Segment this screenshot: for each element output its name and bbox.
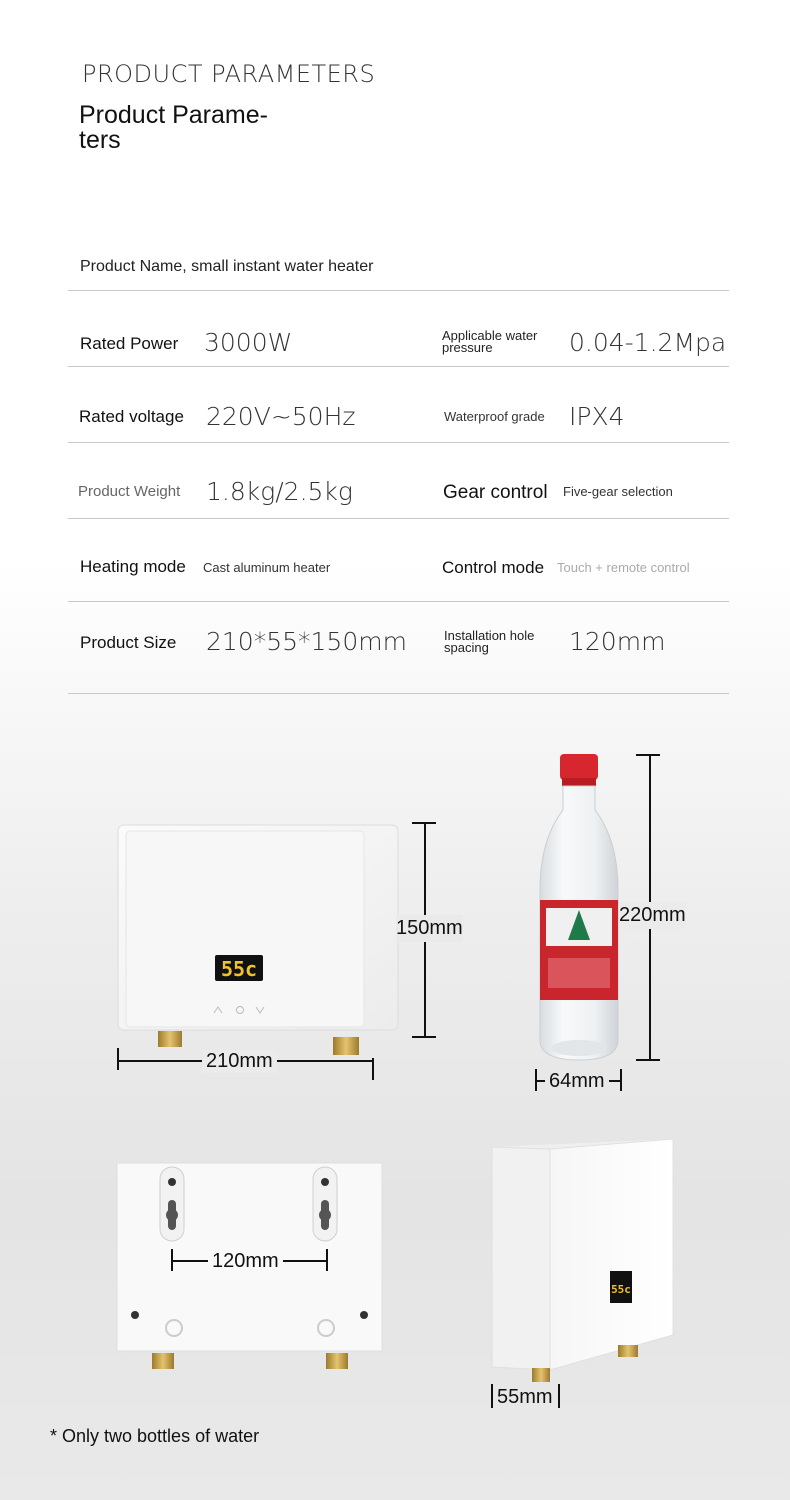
dim-line <box>326 1249 328 1271</box>
dim-line <box>636 754 660 756</box>
param-value-control-mode: Touch + remote control <box>557 560 690 575</box>
param-label-control-mode: Control mode <box>442 558 545 577</box>
param-label-waterproof: Waterproof grade <box>444 409 545 424</box>
param-label-product-size: Product Size <box>80 633 177 652</box>
param-label-rated-power: Rated Power <box>80 334 179 353</box>
param-value-product-size: 210*55*150mm <box>206 627 407 656</box>
dim-bottle-height: 220mm <box>619 902 686 929</box>
dim-line <box>412 1036 436 1038</box>
dim-bottle-width: 64mm <box>545 1070 609 1093</box>
dim-line <box>558 1384 560 1408</box>
dim-line <box>535 1069 537 1091</box>
heater-front-illustration <box>110 815 410 1065</box>
param-value-heating-mode: Cast aluminum heater <box>203 560 331 575</box>
dim-line <box>636 1059 660 1061</box>
param-value-gear-control: Five-gear selection <box>563 484 673 499</box>
param-value-rated-power: 3000W <box>204 328 293 357</box>
param-value-rated-voltage: 220V~50Hz <box>206 402 356 431</box>
section-subtitle: Product Parame- ters <box>79 101 268 154</box>
section-title: PRODUCT PARAMETERS <box>82 60 376 88</box>
dim-line <box>372 1058 374 1080</box>
product-name: Product Name, small instant water heater <box>80 258 374 275</box>
table-divider <box>68 366 729 367</box>
dim-line <box>412 822 436 824</box>
dim-front-height: 150mm <box>396 915 463 942</box>
param-label-rated-voltage: Rated voltage <box>79 407 184 426</box>
param-label-weight: Product Weight <box>78 483 181 500</box>
footnote: * Only two bottles of water <box>50 1426 260 1446</box>
dim-line <box>620 1069 622 1091</box>
param-value-weight: 1.8kg/2.5kg <box>206 477 353 506</box>
table-divider <box>68 518 729 519</box>
param-label-gear-control: Gear control <box>443 482 548 503</box>
dim-front-width: 210mm <box>202 1050 277 1073</box>
heater-side-illustration <box>488 1135 683 1390</box>
param-value-waterproof: IPX4 <box>569 402 625 431</box>
dim-depth: 55mm <box>497 1386 553 1408</box>
param-value-hole-spacing: 120mm <box>569 627 666 656</box>
dim-hole-spacing: 120mm <box>208 1250 283 1273</box>
dim-line <box>491 1384 493 1408</box>
param-label-hole-spacing: Installation hole spacing <box>444 628 535 655</box>
table-divider <box>68 693 729 694</box>
heater-side-display <box>611 1283 631 1296</box>
svg-text:55c: 55c <box>611 1283 631 1296</box>
water-bottle-illustration <box>532 750 627 1065</box>
svg-text:55c: 55c <box>220 957 258 981</box>
param-value-water-pressure: 0.04-1.2Mpa <box>569 328 727 357</box>
table-divider <box>68 601 729 602</box>
dim-line <box>171 1249 173 1271</box>
table-divider <box>68 442 729 443</box>
table-divider <box>68 290 729 291</box>
param-label-water-pressure: Applicable water pressure <box>442 328 538 355</box>
dim-line <box>117 1048 119 1070</box>
param-label-heating-mode: Heating mode <box>80 557 186 576</box>
heater-display <box>221 957 257 981</box>
